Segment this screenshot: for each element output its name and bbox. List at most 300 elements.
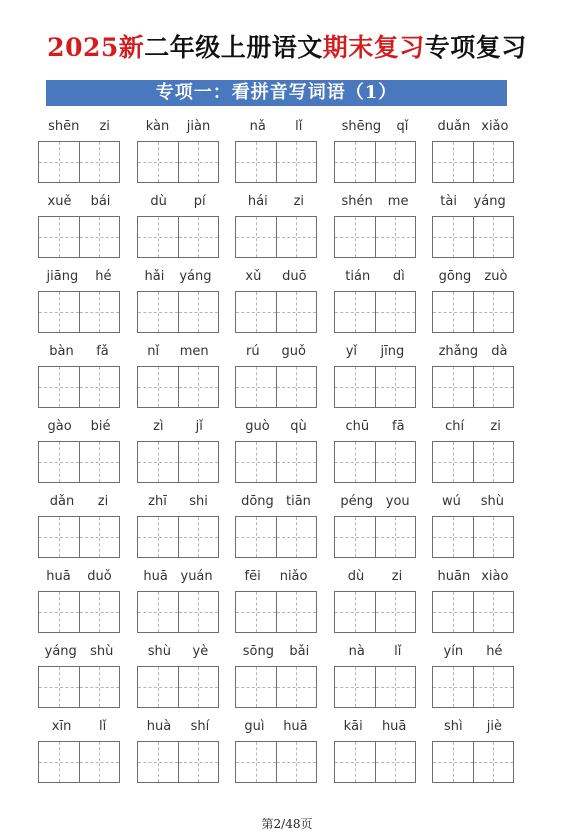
tianzige-cell[interactable]	[473, 442, 514, 482]
pinyin-label	[334, 193, 416, 211]
pinyin-syllable: nǐ	[147, 344, 160, 359]
writing-boxes[interactable]	[137, 216, 219, 258]
pinyin-syllable: rú	[245, 344, 260, 359]
pinyin-label	[137, 343, 219, 361]
pinyin-syllable: fā	[392, 419, 405, 434]
word-exercise	[432, 343, 514, 408]
tianzige-cell[interactable]	[178, 217, 219, 257]
pinyin-syllable: fēi	[244, 569, 261, 584]
word-exercise	[334, 643, 416, 708]
pinyin-label	[432, 493, 514, 511]
tianzige-cell[interactable]	[473, 367, 514, 407]
writing-boxes[interactable]	[432, 516, 514, 558]
pinyin-syllable: huà	[146, 719, 172, 734]
tianzige-cell[interactable]	[138, 667, 178, 707]
pinyin-label	[38, 493, 120, 511]
pinyin-syllable: jiàn	[186, 119, 211, 134]
tianzige-cell[interactable]	[433, 517, 473, 557]
tianzige-cell[interactable]	[178, 667, 219, 707]
writing-boxes[interactable]	[432, 591, 514, 633]
tianzige-cell[interactable]	[236, 442, 276, 482]
pinyin-syllable: yuán	[180, 569, 213, 584]
word-exercise	[432, 118, 514, 183]
pinyin-label	[334, 118, 416, 136]
pinyin-syllable: bǎi	[289, 644, 310, 659]
tianzige-cell[interactable]	[236, 142, 276, 182]
word-exercise	[137, 493, 219, 558]
tianzige-cell[interactable]	[375, 517, 416, 557]
pinyin-syllable: fǎ	[96, 344, 109, 359]
word-exercise	[235, 193, 317, 258]
pinyin-syllable: xiǎo	[481, 119, 509, 134]
pinyin-syllable: zhī	[148, 494, 167, 509]
word-exercise	[137, 343, 219, 408]
tianzige-cell[interactable]	[39, 217, 79, 257]
pinyin-syllable: zi	[99, 119, 110, 134]
tianzige-cell[interactable]	[39, 292, 79, 332]
tianzige-cell[interactable]	[276, 742, 317, 782]
pinyin-label	[235, 418, 317, 436]
tianzige-cell[interactable]	[375, 742, 416, 782]
pinyin-syllable: lǐ	[295, 119, 303, 134]
pinyin-syllable: duǒ	[87, 569, 112, 584]
pinyin-syllable: hé	[486, 644, 503, 659]
tianzige-cell[interactable]	[236, 667, 276, 707]
word-exercise	[235, 268, 317, 333]
writing-boxes[interactable]	[235, 441, 317, 483]
pinyin-label	[137, 493, 219, 511]
word-exercise	[38, 718, 120, 783]
pinyin-syllable: hái	[247, 194, 268, 209]
pinyin-label	[432, 568, 514, 586]
tianzige-cell[interactable]	[236, 592, 276, 632]
tianzige-cell[interactable]	[79, 592, 120, 632]
writing-boxes[interactable]	[137, 741, 219, 783]
word-exercise	[137, 643, 219, 708]
tianzige-cell[interactable]	[276, 667, 317, 707]
pinyin-syllable: huā	[381, 719, 407, 734]
tianzige-cell[interactable]	[178, 592, 219, 632]
pinyin-label	[432, 343, 514, 361]
tianzige-cell[interactable]	[79, 142, 120, 182]
writing-boxes[interactable]	[432, 366, 514, 408]
word-exercise	[334, 268, 416, 333]
word-exercise	[432, 718, 514, 783]
word-exercise	[137, 418, 219, 483]
tianzige-cell[interactable]	[375, 667, 416, 707]
tianzige-cell[interactable]	[79, 217, 120, 257]
word-exercise	[432, 493, 514, 558]
pinyin-syllable: xiào	[481, 569, 509, 584]
pinyin-label	[137, 643, 219, 661]
tianzige-cell[interactable]	[375, 367, 416, 407]
pinyin-label	[334, 718, 416, 736]
tianzige-cell[interactable]	[276, 142, 317, 182]
pinyin-syllable: tài	[440, 194, 457, 209]
tianzige-cell[interactable]	[138, 517, 178, 557]
pinyin-syllable: lǐ	[98, 719, 107, 734]
pinyin-syllable: you	[385, 494, 410, 509]
pinyin-syllable: hǎi	[144, 269, 165, 284]
pinyin-syllable: jiāng	[46, 269, 79, 284]
writing-boxes[interactable]	[334, 666, 416, 708]
word-exercise	[235, 568, 317, 633]
writing-boxes[interactable]	[334, 291, 416, 333]
writing-boxes[interactable]	[38, 366, 120, 408]
tianzige-cell[interactable]	[276, 367, 317, 407]
writing-boxes[interactable]	[137, 666, 219, 708]
tianzige-cell[interactable]	[276, 592, 317, 632]
pinyin-syllable: qù	[290, 419, 307, 434]
pinyin-syllable: kàn	[145, 119, 170, 134]
tianzige-cell[interactable]	[138, 367, 178, 407]
pinyin-syllable: chí	[445, 419, 465, 434]
pinyin-label	[235, 493, 317, 511]
tianzige-cell[interactable]	[39, 742, 79, 782]
tianzige-cell[interactable]	[39, 667, 79, 707]
tianzige-cell[interactable]	[433, 667, 473, 707]
writing-boxes[interactable]	[432, 216, 514, 258]
word-exercise	[334, 193, 416, 258]
tianzige-cell[interactable]	[236, 217, 276, 257]
pinyin-syllable: duǎn	[437, 119, 471, 134]
word-exercise	[235, 493, 317, 558]
pinyin-syllable: péng	[340, 494, 374, 509]
pinyin-syllable: zi	[97, 494, 109, 509]
pinyin-syllable: me	[387, 194, 409, 209]
pinyin-syllable: xuě	[47, 194, 72, 209]
tianzige-cell[interactable]	[433, 742, 473, 782]
word-exercise	[38, 418, 120, 483]
pinyin-syllable: dù	[347, 569, 365, 584]
pinyin-syllable: zhǎng	[438, 344, 479, 359]
tianzige-cell[interactable]	[39, 142, 79, 182]
pinyin-syllable: zì	[153, 419, 164, 434]
pinyin-syllable: huā	[143, 569, 168, 584]
pinyin-syllable: huā	[283, 719, 308, 734]
writing-boxes[interactable]	[38, 591, 120, 633]
writing-boxes[interactable]	[235, 141, 317, 183]
writing-boxes[interactable]	[334, 366, 416, 408]
pinyin-syllable: yè	[192, 644, 209, 659]
word-exercise	[235, 643, 317, 708]
tianzige-cell[interactable]	[433, 217, 473, 257]
writing-boxes[interactable]	[235, 666, 317, 708]
tianzige-cell[interactable]	[79, 667, 120, 707]
tianzige-cell[interactable]	[375, 592, 416, 632]
pinyin-syllable: tiān	[285, 494, 311, 509]
writing-boxes[interactable]	[38, 741, 120, 783]
tianzige-cell[interactable]	[138, 592, 178, 632]
pinyin-syllable: guò	[245, 419, 270, 434]
pinyin-syllable: dōng	[241, 494, 274, 509]
tianzige-cell[interactable]	[335, 292, 375, 332]
tianzige-cell[interactable]	[335, 517, 375, 557]
writing-boxes[interactable]	[334, 216, 416, 258]
pinyin-label	[334, 643, 416, 661]
pinyin-syllable: yǐ	[345, 344, 358, 359]
pinyin-syllable: gào	[47, 419, 72, 434]
tianzige-cell[interactable]	[433, 367, 473, 407]
writing-boxes[interactable]	[38, 516, 120, 558]
writing-boxes[interactable]	[334, 741, 416, 783]
word-exercise	[334, 568, 416, 633]
pinyin-label	[38, 193, 120, 211]
tianzige-cell[interactable]	[39, 592, 79, 632]
tianzige-cell[interactable]	[335, 442, 375, 482]
pinyin-syllable: bàn	[49, 344, 74, 359]
pinyin-label	[38, 343, 120, 361]
word-exercise	[137, 568, 219, 633]
pinyin-syllable: zi	[293, 194, 305, 209]
word-exercise	[38, 343, 120, 408]
pinyin-label	[432, 118, 514, 136]
tianzige-cell[interactable]	[178, 742, 219, 782]
pinyin-syllable: shēn	[48, 119, 80, 134]
writing-boxes[interactable]	[334, 591, 416, 633]
word-exercise	[38, 568, 120, 633]
title-special: 专项复习	[424, 33, 527, 62]
writing-boxes[interactable]	[235, 216, 317, 258]
tianzige-cell[interactable]	[236, 742, 276, 782]
pinyin-syllable: jiè	[486, 719, 502, 734]
word-exercise	[334, 718, 416, 783]
tianzige-cell[interactable]	[335, 142, 375, 182]
writing-boxes[interactable]	[432, 441, 514, 483]
pinyin-syllable: yín	[443, 644, 464, 659]
tianzige-cell[interactable]	[39, 442, 79, 482]
pinyin-label	[432, 418, 514, 436]
tianzige-cell[interactable]	[236, 292, 276, 332]
pinyin-label	[137, 118, 219, 136]
tianzige-cell[interactable]	[335, 367, 375, 407]
pinyin-syllable: shén	[341, 194, 373, 209]
pinyin-syllable: bái	[90, 194, 111, 209]
word-exercise	[235, 418, 317, 483]
pinyin-syllable: dù	[150, 194, 167, 209]
pinyin-syllable: niǎo	[279, 569, 308, 584]
pinyin-syllable: dì	[392, 269, 405, 284]
writing-boxes[interactable]	[137, 441, 219, 483]
writing-boxes[interactable]	[38, 666, 120, 708]
pinyin-syllable: shù	[90, 644, 114, 659]
tianzige-cell[interactable]	[375, 442, 416, 482]
pinyin-label	[235, 718, 317, 736]
word-exercise	[235, 118, 317, 183]
pinyin-label	[137, 718, 219, 736]
pinyin-label	[38, 718, 120, 736]
pinyin-syllable: hé	[95, 269, 112, 284]
word-exercise	[38, 643, 120, 708]
pinyin-label	[432, 643, 514, 661]
writing-boxes[interactable]	[38, 291, 120, 333]
tianzige-cell[interactable]	[138, 142, 178, 182]
writing-boxes[interactable]	[137, 366, 219, 408]
pinyin-syllable: nà	[348, 644, 365, 659]
pinyin-label	[235, 343, 317, 361]
tianzige-cell[interactable]	[276, 217, 317, 257]
writing-boxes[interactable]	[334, 441, 416, 483]
pinyin-syllable: nǎ	[249, 119, 266, 134]
tianzige-cell[interactable]	[178, 442, 219, 482]
writing-boxes[interactable]	[235, 516, 317, 558]
tianzige-cell[interactable]	[276, 442, 317, 482]
pinyin-syllable: chū	[345, 419, 370, 434]
writing-boxes[interactable]	[137, 591, 219, 633]
word-exercise	[334, 493, 416, 558]
tianzige-cell[interactable]	[79, 742, 120, 782]
pinyin-syllable: dà	[491, 344, 508, 359]
tianzige-cell[interactable]	[433, 142, 473, 182]
pinyin-label	[137, 193, 219, 211]
pinyin-label	[235, 193, 317, 211]
tianzige-cell[interactable]	[178, 292, 219, 332]
pinyin-label	[38, 118, 120, 136]
writing-boxes[interactable]	[432, 291, 514, 333]
word-exercise	[432, 418, 514, 483]
title-review: 期末复习	[322, 33, 425, 62]
pinyin-label	[334, 418, 416, 436]
tianzige-cell[interactable]	[433, 442, 473, 482]
pinyin-syllable: shí	[190, 719, 210, 734]
tianzige-cell[interactable]	[276, 292, 317, 332]
writing-boxes[interactable]	[334, 516, 416, 558]
tianzige-cell[interactable]	[335, 217, 375, 257]
word-exercise	[38, 193, 120, 258]
pinyin-syllable: zi	[391, 569, 403, 584]
pinyin-label	[137, 418, 219, 436]
tianzige-cell[interactable]	[335, 592, 375, 632]
title-year: 2025新	[47, 33, 145, 62]
tianzige-cell[interactable]	[39, 367, 79, 407]
tianzige-cell[interactable]	[375, 217, 416, 257]
tianzige-cell[interactable]	[375, 142, 416, 182]
tianzige-cell[interactable]	[39, 517, 79, 557]
tianzige-cell[interactable]	[138, 292, 178, 332]
tianzige-cell[interactable]	[473, 592, 514, 632]
title-grade: 二年级上册语文	[144, 33, 323, 62]
pinyin-syllable: bié	[90, 419, 111, 434]
pinyin-syllable: shù	[480, 494, 505, 509]
pinyin-syllable: yáng	[179, 269, 212, 284]
writing-boxes[interactable]	[38, 141, 120, 183]
word-exercise	[38, 118, 120, 183]
pinyin-syllable: men	[179, 344, 209, 359]
tianzige-cell[interactable]	[473, 517, 514, 557]
writing-boxes[interactable]	[38, 216, 120, 258]
writing-boxes[interactable]	[235, 291, 317, 333]
tianzige-cell[interactable]	[138, 442, 178, 482]
tianzige-cell[interactable]	[473, 142, 514, 182]
pinyin-syllable: shù	[147, 644, 172, 659]
tianzige-cell[interactable]	[473, 292, 514, 332]
writing-boxes[interactable]	[137, 141, 219, 183]
word-exercise	[235, 343, 317, 408]
word-exercise	[334, 343, 416, 408]
pinyin-syllable: shi	[189, 494, 208, 509]
pinyin-syllable: pí	[193, 194, 206, 209]
tianzige-cell[interactable]	[79, 367, 120, 407]
pinyin-syllable: zuò	[484, 269, 508, 284]
tianzige-cell[interactable]	[236, 517, 276, 557]
writing-boxes[interactable]	[334, 141, 416, 183]
tianzige-cell[interactable]	[138, 742, 178, 782]
word-exercise	[38, 268, 120, 333]
tianzige-cell[interactable]	[433, 292, 473, 332]
tianzige-cell[interactable]	[178, 517, 219, 557]
pinyin-syllable: huā	[46, 569, 71, 584]
pinyin-syllable: sōng	[242, 644, 274, 659]
pinyin-label	[334, 493, 416, 511]
pinyin-syllable: lǐ	[394, 644, 402, 659]
word-exercise	[137, 118, 219, 183]
word-exercise	[432, 268, 514, 333]
tianzige-cell[interactable]	[473, 667, 514, 707]
tianzige-cell[interactable]	[473, 217, 514, 257]
pinyin-label	[235, 118, 317, 136]
pinyin-label	[137, 268, 219, 286]
pinyin-syllable: huān	[437, 569, 471, 584]
pinyin-label	[137, 568, 219, 586]
tianzige-cell[interactable]	[79, 292, 120, 332]
writing-boxes[interactable]	[235, 366, 317, 408]
pinyin-syllable: jǐ	[195, 419, 203, 434]
pinyin-syllable: yáng	[473, 194, 506, 209]
word-exercise	[38, 493, 120, 558]
writing-boxes[interactable]	[235, 741, 317, 783]
pinyin-label	[38, 643, 120, 661]
tianzige-cell[interactable]	[79, 517, 120, 557]
tianzige-cell[interactable]	[79, 442, 120, 482]
writing-boxes[interactable]	[432, 141, 514, 183]
writing-boxes[interactable]	[432, 741, 514, 783]
tianzige-cell[interactable]	[178, 367, 219, 407]
tianzige-cell[interactable]	[473, 742, 514, 782]
pinyin-syllable: dǎn	[49, 494, 75, 509]
tianzige-cell[interactable]	[276, 517, 317, 557]
tianzige-cell[interactable]	[375, 292, 416, 332]
word-exercise	[334, 418, 416, 483]
writing-boxes[interactable]	[137, 516, 219, 558]
pinyin-syllable: xǔ	[245, 269, 262, 284]
pinyin-syllable: shēng	[341, 119, 382, 134]
pinyin-label	[334, 268, 416, 286]
tianzige-cell[interactable]	[335, 742, 375, 782]
pinyin-syllable: kāi	[343, 719, 363, 734]
tianzige-cell[interactable]	[138, 217, 178, 257]
writing-boxes[interactable]	[235, 591, 317, 633]
writing-boxes[interactable]	[432, 666, 514, 708]
tianzige-cell[interactable]	[178, 142, 219, 182]
pinyin-syllable: zi	[490, 419, 501, 434]
tianzige-cell[interactable]	[433, 592, 473, 632]
word-exercise	[137, 718, 219, 783]
tianzige-cell[interactable]	[335, 667, 375, 707]
writing-boxes[interactable]	[38, 441, 120, 483]
page-number: 第2/48页	[261, 817, 313, 831]
pinyin-syllable: shì	[444, 719, 463, 734]
pinyin-label	[235, 268, 317, 286]
pinyin-label	[38, 418, 120, 436]
pinyin-label	[38, 568, 120, 586]
pinyin-syllable: qǐ	[396, 119, 409, 134]
word-exercise	[334, 118, 416, 183]
writing-boxes[interactable]	[137, 291, 219, 333]
tianzige-cell[interactable]	[236, 367, 276, 407]
section-banner: 专项一：看拼音写词语（1）	[46, 80, 507, 106]
pinyin-label	[38, 268, 120, 286]
pinyin-label	[334, 343, 416, 361]
